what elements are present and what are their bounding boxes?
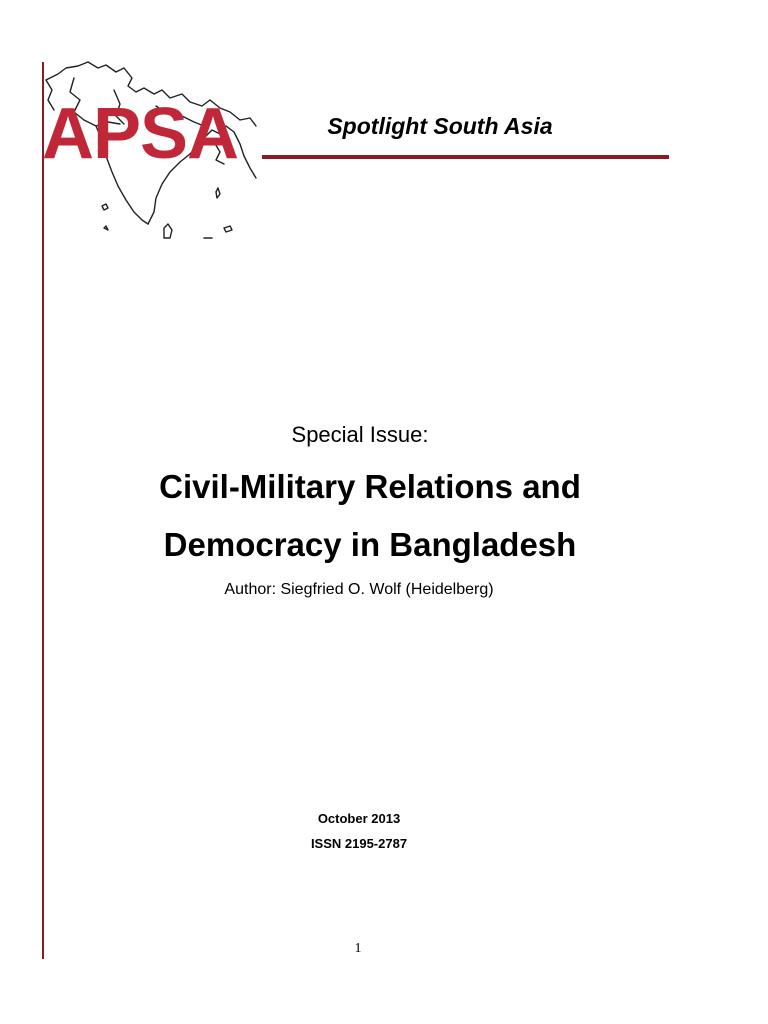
issn-number: ISSN 2195-2787	[310, 836, 408, 851]
special-issue-label: Special Issue:	[291, 422, 429, 447]
title-line-2: Democracy in Bangladesh	[163, 526, 577, 563]
apsa-logo: APSA	[42, 94, 239, 174]
page-number: 1	[354, 941, 362, 956]
publication-date: October 2013	[317, 811, 401, 826]
series-title: Spotlight South Asia	[327, 113, 553, 139]
document-title	[60, 458, 680, 574]
header-rule	[262, 155, 669, 159]
author-line: Author: Siegfried O. Wolf (Heidelberg)	[224, 581, 494, 598]
title-line-1: Civil-Military Relations and	[159, 468, 581, 505]
